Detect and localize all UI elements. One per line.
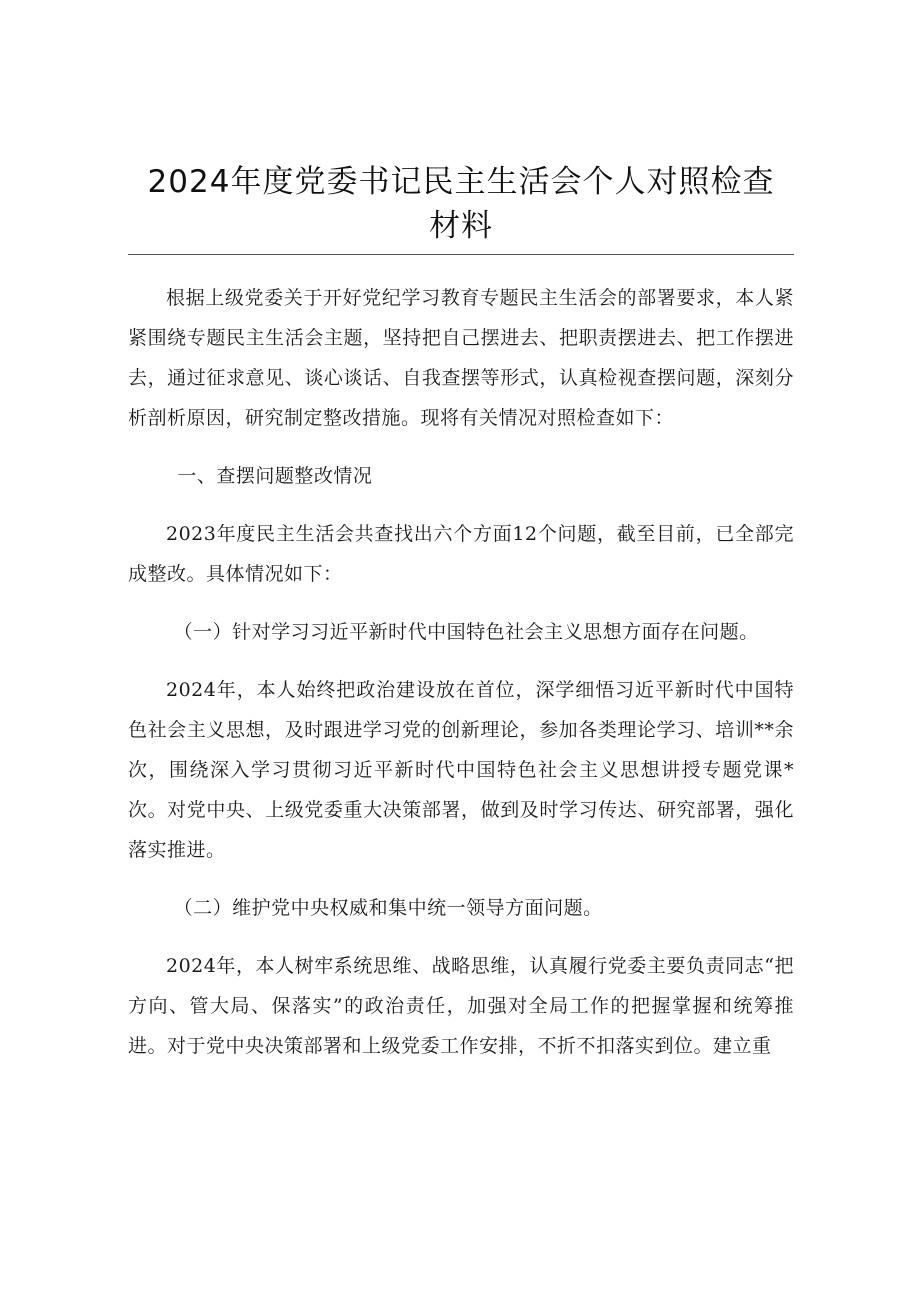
document-title — [128, 160, 794, 248]
subheading-2: （二）维护党中央权威和集中统一领导方面问题。 — [173, 897, 603, 919]
body-paragraph-2: 2024年，本人树牢系统思维、战略思维，认真履行党委主要负责同志“把方向、管大局、保落实”的政治责任，加强对全局工作的把握掌握和统筹推进。对于党中央决策部署和上级党委工作安排，不折不扣落实到位。建立重 — [128, 955, 794, 1057]
summary-paragraph: 2023年度民主生活会共查找出六个方面12个问题，截至目前，已全部完成整改。具体情况如下： — [128, 523, 794, 585]
document-body — [128, 278, 794, 1066]
title-line-2: 材料 — [429, 208, 493, 244]
title-divider — [128, 254, 794, 255]
subheading-1: （一）针对学习习近平新时代中国特色社会主义思想方面存在问题。 — [173, 621, 759, 643]
section-heading-1: 一、查摆问题整改情况 — [177, 465, 373, 487]
title-line-1: 2024年度党委书记民主生活会个人对照检查 — [147, 164, 775, 200]
body-paragraph-1: 2024年，本人始终把政治建设放在首位，深学细悟习近平新时代中国特色社会主义思想，及时跟进学习党的创新理论，参加各类理论学习、培训**余次，围绕深入学习贯彻习近平新时代中国特色社会主义思想讲授专题党课*次。对党中央、上级党委重大决策部署，做到及时学习传达、研究部署，强化落实推进。 — [128, 679, 794, 861]
intro-paragraph: 根据上级党委关于开好党纪学习教育专题民主生活会的部署要求，本人紧紧围绕专题民主生活会主题，坚持把自己摆进去、把职责摆进去、把工作摆进去，通过征求意见、谈心谈话、自我查摆等形式，认真检视查摆问题，深刻分析剖析原因，研究制定整改措施。现将有关情况对照检查如下： — [128, 287, 794, 429]
